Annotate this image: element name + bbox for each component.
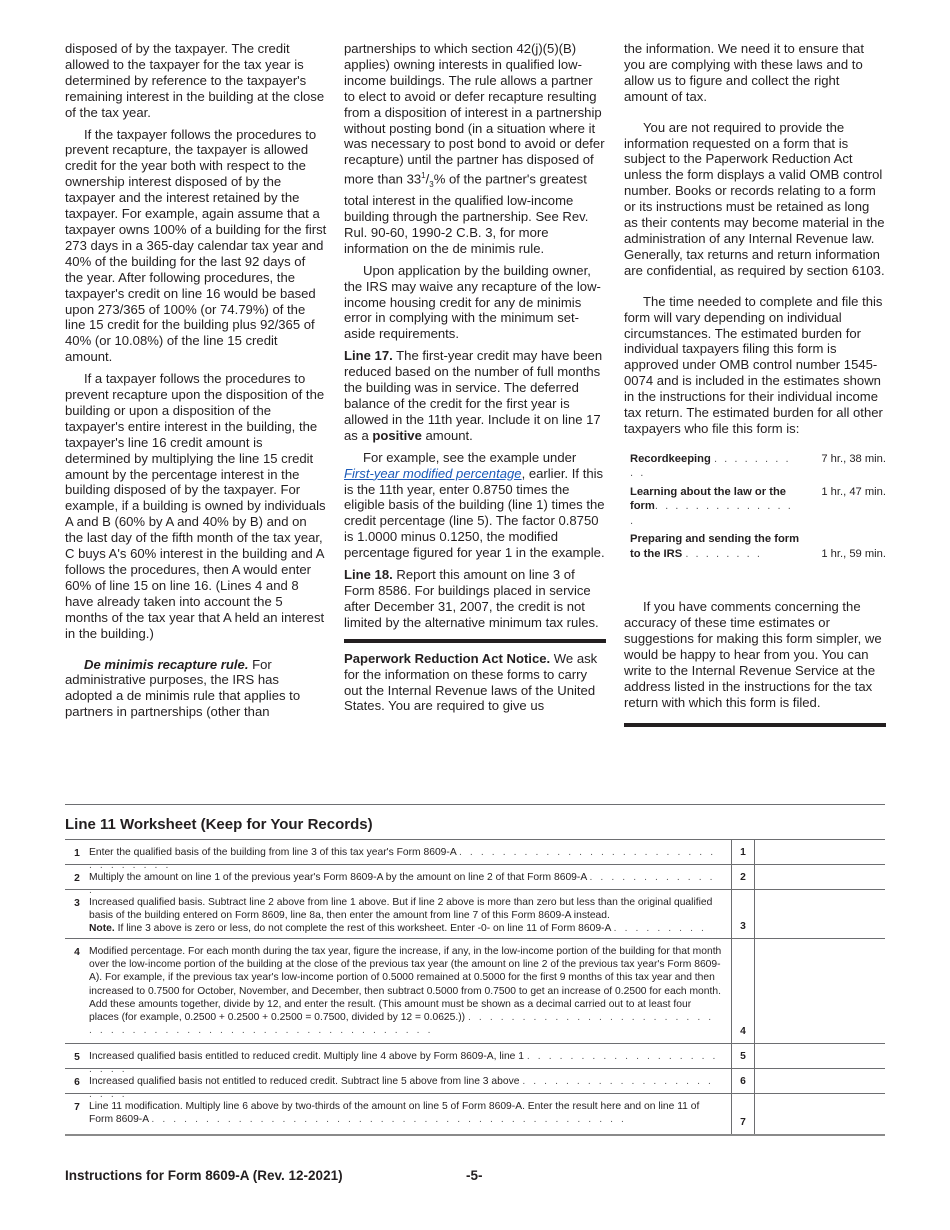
leader-dots: . . . . . . . . . . . . . . . — [630, 500, 793, 527]
page-footer — [65, 1168, 885, 1183]
page-number: -5- — [466, 1168, 483, 1183]
leader-dots: . . . . . . . . . . . . . . . . . . . . . . . . . . . . . . . . — [89, 847, 716, 872]
line-number: 1 — [74, 848, 80, 859]
burden-label — [630, 485, 800, 529]
emphasis-text: positive — [372, 427, 422, 443]
burden-row-recordkeeping — [630, 452, 886, 481]
text-column-1 — [65, 41, 327, 726]
leader-dots: . . . . . . . . . . . . . . . . . . . . . . . . . . . . . . . . . . . . . . . . . . . . — [151, 1114, 627, 1126]
line-description — [89, 890, 731, 938]
line-number: 4 — [74, 947, 80, 958]
worksheet-line-1 — [65, 840, 885, 872]
line-text: Increased qualified basis. Subtract line 2 above from line 1 above. But if line 2 above is more than zero but less than the original qualified basis of the building entered on Form 8609, line 8a, then enter the amount from line 7 of this Form 8609-A instead. — [89, 897, 713, 922]
line-text: Enter the qualified basis of the building from line 3 of this tax year's Form 8609-A — [89, 847, 457, 858]
line-number: 6 — [74, 1077, 80, 1088]
line-11-worksheet — [65, 804, 885, 1136]
paperwork-reduction-heading: Paperwork Reduction Act Notice. — [344, 650, 551, 666]
leader-dots: . . . . . . . . . . . . . . . . . . . . . . — [89, 1051, 719, 1076]
line-box-label: 3 — [731, 890, 755, 938]
line-description — [89, 939, 731, 1043]
paragraph-text: Report this amount on line 3 of Form 8586. For buildings placed in service after December 31, 2007, the credit is not limited by the alternative minimum tax rules. — [344, 567, 599, 630]
line-box-label: 7 — [731, 1094, 755, 1134]
paragraph: Upon application by the building owner, the IRS may waive any recapture of the low-income housing credit for any de minimis error in complying with the minimum set-aside requirements. — [344, 262, 601, 342]
paragraph-text: We ask for the information on these forms to carry out the Internal Revenue laws of the United States. You are required to give us — [344, 650, 598, 714]
burden-label — [630, 532, 800, 561]
paragraph-text: For administrative purposes, the IRS has adopted a de minimis rule that applies to partners in partnerships (other than — [65, 656, 301, 720]
fraction-denominator: 3 — [429, 180, 434, 190]
paragraph: the information. We need it to ensure that you are complying with these laws and to allow us to figure and collect the right amount of tax. — [624, 41, 864, 104]
line-7-amount-field[interactable] — [755, 1094, 885, 1134]
worksheet-line-5 — [65, 1044, 885, 1076]
burden-value: 1 hr., 47 min. — [821, 485, 886, 498]
line-2-amount-field[interactable] — [755, 865, 885, 889]
burden-value: 7 hr., 38 min. — [821, 452, 886, 465]
worksheet-line-4 — [65, 939, 885, 1044]
worksheet-title: Line 11 Worksheet (Keep for Your Records) — [65, 816, 373, 833]
leader-dots: . . . . . . . . . . . . . — [89, 872, 716, 897]
line-text: Increased qualified basis entitled to reduced credit. Multiply line 4 above by Form 8609-A, line 1 — [89, 1051, 524, 1062]
burden-row-learning — [630, 485, 886, 529]
line-text: Modified percentage. For each month during the tax year, figure the increase, if any, in the low-income portion of the building for that month over the low-income portion of the building at the close of the previous tax year (the amount on line 2 of the previous tax year's Form 8609-A). For example, if the previous tax year's low-income portion of 0.5000 remained at 0.5000 for the first 9 months of this tax year and then increased to 0.7500 for October, November, and December, then subtract 0.5000 from 0.7500 to get an increase of 0.2500 for each month. Add these amounts together, divide by 12, and enter the result. (This amount must be shown as a decimal carried out to at least four places (for example, 0.2500 + 0.2500 + 0.2500 = 0.7500, divided by 12 = 0.0625.)) — [89, 946, 722, 1024]
worksheet-line-3 — [65, 890, 885, 939]
note-label: Note. — [89, 923, 115, 935]
line-number: 5 — [74, 1052, 80, 1063]
line-description — [89, 1069, 731, 1101]
line-description — [89, 840, 731, 872]
line-1-amount-field[interactable] — [755, 840, 885, 864]
burden-value: 1 hr., 59 min. — [821, 547, 886, 560]
burden-label-text: Recordkeeping — [630, 452, 711, 465]
text-column-3 — [624, 41, 886, 735]
footer-title: Instructions for Form 8609-A (Rev. 12-2021) — [65, 1168, 343, 1183]
line-box-label: 6 — [731, 1069, 755, 1093]
line-number: 3 — [74, 898, 80, 909]
line-description — [89, 865, 731, 897]
burden-label — [630, 452, 800, 481]
line18-paragraph — [344, 567, 606, 631]
paragraph-text: amount. — [421, 427, 473, 443]
burden-label-text: Learning about the law or the form — [630, 485, 787, 513]
text-column-2 — [344, 41, 606, 720]
de-minimis-heading: De minimis recapture rule. — [84, 656, 249, 672]
paragraph-text: % of the partner's greatest total interest in the qualified low-income building through the partnership. See Rev. Rul. 90-60, 1990-2 C.B. 3, for more information on the de minimis rule. — [344, 171, 589, 256]
paragraph: disposed of by the taxpayer. The credit allowed to the taxpayer for the tax year is determined by reference to the taxpayer's remaining interest in the building at the close of the tax year. — [65, 41, 325, 120]
paragraph-text: For example, see the example under — [363, 449, 577, 465]
paragraph: You are not required to provide the information requested on a form that is subject to the Paperwork Reduction Act unless the form displays a valid OMB control number. Books or records relating to a form or its instructions must be retained as long as their contents may become material in the administration of any Internal Revenue law. Generally, tax returns and return information are confidential, as required by section 6103. — [624, 119, 885, 278]
section-divider — [624, 723, 886, 727]
paragraph — [344, 450, 606, 561]
paperwork-reduction-paragraph — [344, 651, 606, 715]
paragraph: If you have comments concerning the accuracy of these time estimates or suggestions for making this form simpler, we would be happy to hear from you. You can write to the Internal Revenue Service at the address listed in the instructions for the tax return with which this form is filed. — [624, 599, 882, 710]
leader-dots: . . . . . . . . . . . . . . . . . . . . . . . . . . . . . . . . . . . . . . . . . . . . . . . . . . . . . . . — [89, 1012, 714, 1037]
line-6-amount-field[interactable] — [755, 1069, 885, 1093]
line-text: Multiply the amount on line 1 of the previous year's Form 8609-A by the amount on line 2 of that Form 8609-A — [89, 872, 587, 883]
line-box-label: 2 — [731, 865, 755, 889]
line-description — [89, 1094, 731, 1134]
paragraph: If the taxpayer follows the procedures to prevent recapture, the taxpayer is allowed credit for the year both with respect to the ownership interest disposed of by the taxpayer and the interest retained by the taxpayer. For example, again assume that a taxpayer owns 100% of a building for the first 273 days in a 365-day calendar tax year and 40% of the building for the last 92 days of the year. After following procedures, the taxpayer's credit on line 16 would be based upon 273/365 of 100% (or 74.79%) of the line 15 credit for the building plus 92/365 of 40% (or 10.08%) of the line 15 credit amount. — [65, 126, 327, 365]
note-text: If line 3 above is zero or less, do not complete the rest of this worksheet. Enter -0- on line 11 of Form 8609-A — [114, 923, 611, 935]
line-5-amount-field[interactable] — [755, 1044, 885, 1068]
burden-label-text: Preparing and sending the form to the IRS — [630, 533, 800, 560]
burden-row-preparing — [630, 532, 886, 561]
line-number: 7 — [74, 1102, 80, 1113]
worksheet-line-2 — [65, 865, 885, 897]
section-divider — [344, 639, 606, 643]
leader-dots: . . . . . . . . . . — [630, 452, 791, 480]
fraction-numerator: 1 — [421, 171, 426, 181]
worksheet-line-6 — [65, 1069, 885, 1101]
paragraph: If a taxpayer follows the procedures to prevent recapture upon the disposition of the building or upon a disposition of the taxpayer's entire interest in the building, the taxpayer's line 16 credit amount is determined by multiplying the line 15 credit amount by the percentage interest in the building disposed of by the taxpayer. For example, if a building is owned by individuals A and B (60% by A and 40% by B) and on the last day of the fifth month of the tax year, C buys A's 60% interest in the building and A follows the procedures, then A would enter 60% of line 15 on line 16. (Lines 4 and 8 have already taken into account the 5 months of the tax year that A held an interest in the building.) — [65, 371, 326, 641]
line18-heading: Line 18. — [344, 567, 393, 583]
line-number: 2 — [74, 873, 80, 884]
paragraph: The time needed to complete and file this form will vary depending on individual circumstances. The estimated burden for individual taxpayers filing this form is approved under OMB control number 1545-0074 and is included in the estimates shown in the instructions for their individual income tax return. The estimated burden for all other taxpayers who file this form is: — [624, 293, 883, 436]
de-minimis-paragraph — [65, 657, 327, 721]
paragraph-text: , earlier. If this is the 11th year, enter 0.8750 times the eligible basis of the building (line 1) times the credit percentage (line 5). The factor 0.8750 is 1.0000 minus 0.1250, the modified percentage figured for year 1 in the example. — [344, 465, 605, 561]
line-4-amount-field[interactable] — [755, 939, 885, 1043]
line-3-amount-field[interactable] — [755, 890, 885, 938]
burden-table — [630, 452, 886, 562]
line17-paragraph — [344, 348, 606, 443]
line-text: Line 11 modification. Multiply line 6 above by two-thirds of the amount on line 5 of Form 8609-A. Enter the result here and on line 11 of Form 8609-A — [89, 1101, 700, 1126]
paragraph-text: partnerships to which section 42(j)(5)(B) applies) owning interests in qualified low-income buildings. The rule allows a partner to elect to avoid or defer recapture resulting from a disposition of interest in a partnership without posting bond (in a situation where it was necessary to post bond to avoid or defer recapture) until the partner has disposed of more than 33 — [344, 41, 605, 187]
leader-dots: . . . . . . . . — [685, 547, 762, 560]
worksheet-line-7 — [65, 1094, 885, 1136]
first-year-modified-percentage-link[interactable]: First-year modified percentage — [344, 465, 522, 481]
line17-heading: Line 17. — [344, 348, 393, 364]
line-description — [89, 1044, 731, 1076]
leader-dots: . . . . . . . . . — [613, 923, 707, 935]
line-box-label: 4 — [731, 939, 755, 1043]
line-box-label: 5 — [731, 1044, 755, 1068]
leader-dots: . . . . . . . . . . . . . . . . . . . . . . — [89, 1076, 714, 1101]
line-box-label: 1 — [731, 840, 755, 864]
paragraph: partnerships to which section 42(j)(5)(B) applies) owning interests in qualified low-income buildings. The rule allows a partner to elect to avoid or defer recapture resulting from a disposition of interest in a partnership without posting bond (in a situation where it was necessary to post bond to avoid or defer recapture) until the partner has disposed of more than $33^1/_3\%$ of the partner's greatest total interest in the qualified low-income building through the partnership. See Rev. Rul. 90-60, 1990-2 C.B. 3, for more information on the de minimis rule. — [344, 41, 605, 256]
paragraph-text: The first-year credit may have been reduced based on the number of full months the building was in service. The deferred balance of the credit for the first year is allowed in the 11th year. Include it on line 17 as a — [344, 348, 603, 443]
line-text: Increased qualified basis not entitled to reduced credit. Subtract line 5 above from line 3 above — [89, 1076, 520, 1087]
